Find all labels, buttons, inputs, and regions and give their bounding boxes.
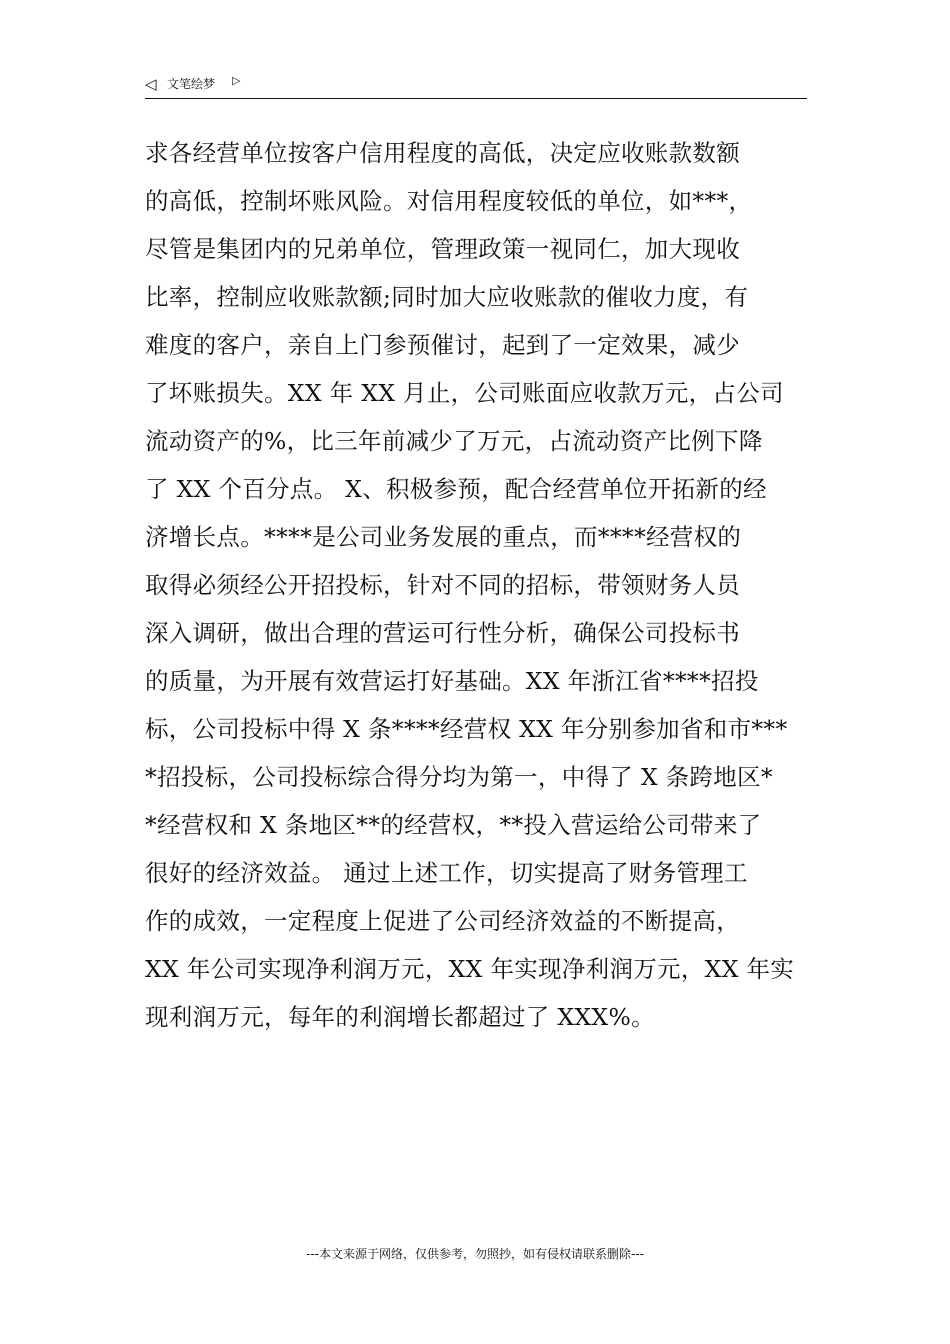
text-line: 济增长点。****是公司业务发展的重点，而****经营权的 — [145, 523, 742, 551]
text-line: 难度的客户，亲自上门参预催讨，起到了一定效果，减少 — [145, 331, 740, 359]
text-line: 的质量，为开展有效营运打好基础。XX 年浙江省****招投 — [145, 667, 759, 695]
page-header — [145, 72, 807, 99]
text-line: 很好的经济效益。 通过上述工作，切实提高了财务管理工 — [145, 859, 748, 887]
page-footer-disclaimer: ---本文来源于网络，仅供参考，勿照抄，如有侵权请联系删除--- — [306, 1247, 644, 1261]
text-line: *经营权和 X 条地区**的经营权，**投入营运给公司带来了 — [145, 811, 762, 839]
text-line: 作的成效，一定程度上促进了公司经济效益的不断提高， — [145, 907, 740, 935]
text-line: 流动资产的%，比三年前减少了万元，占流动资产比例下降 — [145, 427, 763, 455]
left-triangle-icon: ◁ — [145, 75, 157, 93]
document-body — [145, 129, 825, 1041]
right-triangle-icon: ▷ — [232, 74, 241, 87]
text-line: 了坏账损失。XX 年 XX 月止，公司账面应收款万元，占公司 — [145, 379, 784, 407]
text-line: *招投标，公司投标综合得分均为第一，中得了 X 条跨地区* — [145, 763, 773, 791]
text-line: 了 XX 个百分点。 X、积极参预，配合经营单位开拓新的经 — [145, 475, 767, 503]
text-line: 现利润万元，每年的利润增长都超过了 XXX%。 — [145, 1003, 655, 1031]
text-line: 取得必须经公开招投标，针对不同的招标，带领财务人员 — [145, 571, 740, 599]
text-line: 的高低，控制坏账风险。对信用程度较低的单位，如***， — [145, 187, 753, 215]
text-line: XX 年公司实现净利润万元，XX 年实现净利润万元，XX 年实 — [145, 955, 795, 983]
text-line: 尽管是集团内的兄弟单位，管理政策一视同仁，加大现收 — [145, 235, 740, 263]
text-line: 求各经营单位按客户信用程度的高低，决定应收账款数额 — [145, 139, 740, 167]
text-line: 深入调研，做出合理的营运可行性分析，确保公司投标书 — [145, 619, 740, 647]
text-line: 比率，控制应收账款额;同时加大应收账款的催收力度，有 — [145, 283, 749, 311]
header-title: 文笔绘梦 — [167, 77, 216, 91]
text-line: 标，公司投标中得 X 条****经营权 XX 年分别参加省和市*** — [145, 715, 788, 743]
